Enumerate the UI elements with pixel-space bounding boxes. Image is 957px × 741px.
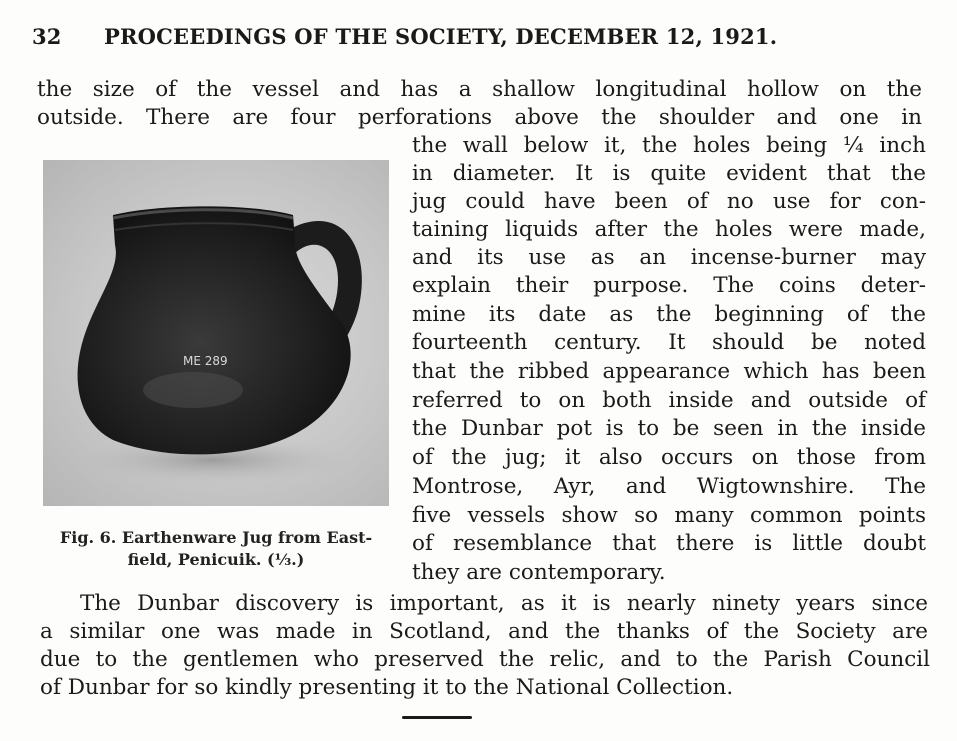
body-line: the wall below it, the holes being ¼ inch bbox=[412, 133, 926, 158]
figure-caption bbox=[40, 527, 392, 571]
body-line: that the ribbed appearance which has been bbox=[412, 359, 926, 384]
running-head-title: PROCEEDINGS OF THE SOCIETY, DECEMBER 12, 1921. bbox=[104, 24, 778, 49]
body-line: they are contemporary. bbox=[412, 560, 666, 585]
section-end-rule bbox=[402, 716, 472, 719]
body-line: of the jug; it also occurs on those from bbox=[412, 445, 926, 470]
body-line: five vessels show so many common points bbox=[412, 503, 926, 528]
body-line: Montrose, Ayr, and Wigtownshire. The bbox=[412, 474, 926, 499]
page-number: 32 bbox=[32, 24, 62, 49]
body-line: fourteenth century. It should be noted bbox=[412, 330, 926, 355]
body-line: and its use as an incense-burner may bbox=[412, 245, 926, 270]
body-line: explain their purpose. The coins deter- bbox=[412, 273, 926, 298]
running-head bbox=[32, 24, 912, 49]
museum-label: ME 289 bbox=[183, 354, 228, 368]
body-line: mine its date as the beginning of the bbox=[412, 302, 926, 327]
body-line: outside. There are four perforations above the shoulder and one in bbox=[37, 105, 922, 130]
body-line: in diameter. It is quite evident that the bbox=[412, 161, 926, 186]
body-line: a similar one was made in Scotland, and the thanks of the Society are bbox=[40, 619, 928, 644]
body-line: the Dunbar pot is to be seen in the inside bbox=[412, 416, 926, 441]
body-line: of resemblance that there is little doubt bbox=[412, 531, 926, 556]
body-line: jug could have been of no use for con- bbox=[412, 189, 926, 214]
caption-line: field, Penicuik. (⅓.) bbox=[127, 550, 305, 569]
body-line: The Dunbar discovery is important, as it is nearly ninety years since bbox=[80, 591, 928, 616]
caption-line: Fig. 6. Earthenware Jug from East- bbox=[59, 528, 373, 547]
jug-illustration bbox=[43, 160, 389, 506]
body-line: of Dunbar for so kindly presenting it to the National Collection. bbox=[40, 675, 734, 700]
body-line: due to the gentlemen who preserved the relic, and to the Parish Council bbox=[40, 647, 930, 672]
body-line: taining liquids after the holes were made, bbox=[412, 217, 926, 242]
body-line: referred to on both inside and outside of bbox=[412, 388, 926, 413]
jug-highlight bbox=[143, 372, 243, 408]
body-line: the size of the vessel and has a shallow longitudinal hollow on the bbox=[37, 77, 922, 102]
jug-photograph bbox=[43, 160, 389, 506]
